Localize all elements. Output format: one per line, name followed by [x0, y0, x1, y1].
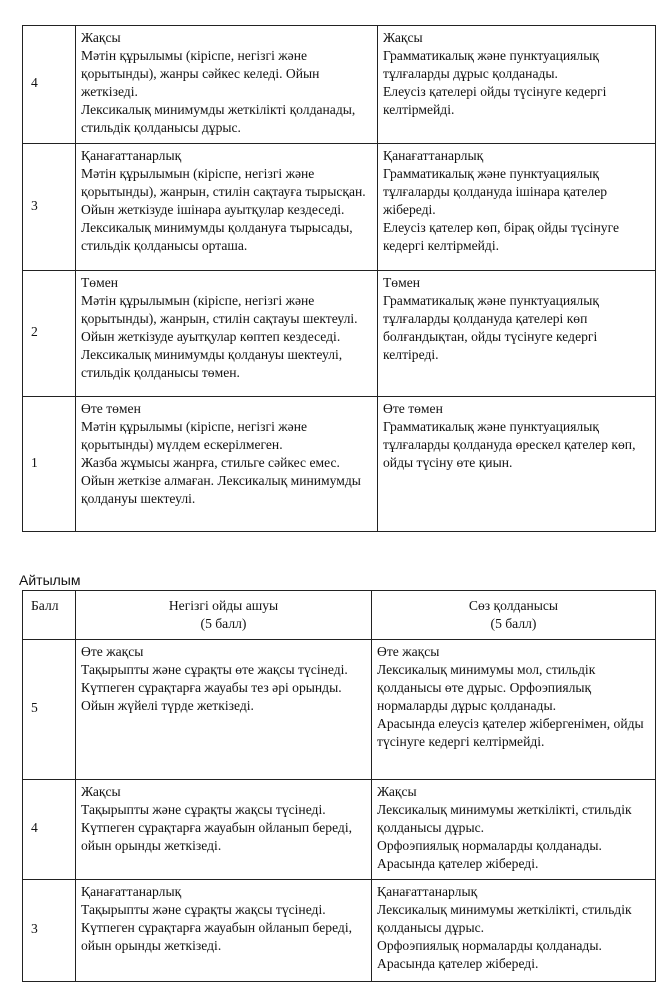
word-usage-cell	[372, 880, 656, 982]
speaking-criteria-table	[22, 590, 656, 982]
table-row	[23, 271, 656, 397]
criteria-text: Грамматикалық және пунктуациялық тұлғаларды қолдануда өрескел қателер көп, ойды түсіну өте қиын.	[383, 419, 636, 470]
level-title: Қанағаттанарлық	[383, 148, 484, 163]
main-idea-cell	[76, 780, 372, 880]
table-header-row	[23, 591, 656, 640]
score-cell: 1	[23, 397, 76, 532]
column-header-label: Сөз қолданысы	[468, 598, 559, 613]
level-title: Төмен	[81, 275, 119, 290]
table-row	[23, 880, 656, 982]
table-row	[23, 26, 656, 144]
table-row	[23, 780, 656, 880]
score-cell: 3	[23, 144, 76, 271]
criteria-text: Лексикалық минимумы жеткілікті, стильдік қолданысы дұрыс.	[377, 802, 632, 835]
structure-criteria-cell	[76, 26, 378, 144]
column-header-points: (5 балл)	[490, 616, 537, 631]
score-column-header: Балл	[23, 591, 76, 640]
level-title: Жақсы	[383, 30, 423, 45]
score-cell: 2	[23, 271, 76, 397]
criteria-text: Елеусіз қателер көп, бірақ ойды түсінуге кедергі келтірмейді.	[383, 220, 619, 253]
level-title: Жақсы	[377, 784, 417, 799]
column-header-label: Негізгі ойды ашуы	[168, 598, 279, 613]
score-cell: 3	[23, 880, 76, 982]
criteria-text: Мәтін құрылымын (кіріспе, негізгі және қорытынды), жанрын, стилін сақтауға тырысқан. Ойын жеткізуде ішінара ауытқулар кездеседі.	[81, 166, 366, 217]
score-cell: 4	[23, 780, 76, 880]
level-title: Өте төмен	[81, 401, 141, 416]
main-idea-cell	[76, 640, 372, 780]
grammar-criteria-cell	[378, 26, 656, 144]
level-title: Өте жақсы	[81, 644, 144, 659]
criteria-text: Лексикалық минимумды жеткілікті қолданады, стильдік қолданысы дұрыс.	[81, 102, 356, 135]
level-title: Қанағаттанарлық	[377, 884, 478, 899]
criteria-text: Елеусіз қателері ойды түсінуге кедергі келтірмейді.	[383, 84, 607, 117]
criteria-text: Ойын жеткізе алмаған. Лексикалық минимумды қолдануы шектеулі.	[81, 473, 361, 506]
criteria-text: Мәтін құрылымы (кіріспе, негізгі және қорытынды) мүлдем ескерілмеген.	[81, 419, 308, 452]
criteria-text: Тақырыпты және сұрақты жақсы түсінеді. Күтпеген сұрақтарға жауабын ойланып береді, ойын орынды жеткізеді.	[81, 802, 353, 853]
criteria-text: Лексикалық минимумы жеткілікті, стильдік қолданысы дұрыс.	[377, 902, 632, 935]
level-title: Жақсы	[81, 30, 121, 45]
structure-criteria-cell	[76, 144, 378, 271]
criteria-text: Лексикалық минимумды қолдануы шектеулі, стильдік қолданысы төмен.	[81, 347, 343, 380]
criteria-text: Орфоэпиялық нормаларды қолданады.	[377, 838, 602, 853]
level-title: Өте жақсы	[377, 644, 440, 659]
grammar-criteria-cell	[378, 144, 656, 271]
criteria-text: Орфоэпиялық нормаларды қолданады.	[377, 938, 602, 953]
writing-criteria-table	[22, 25, 656, 532]
word-usage-column-header	[372, 591, 656, 640]
criteria-text: Мәтін құрылымы (кіріспе, негізгі және қорытынды), жанры сәйкес келеді. Ойын жеткізеді.	[81, 48, 320, 99]
criteria-text: Жазба жұмысы жанрға, стильге сәйкес емес.	[81, 455, 340, 470]
score-cell: 5	[23, 640, 76, 780]
criteria-text: Тақырыпты және сұрақты өте жақсы түсінеді. Күтпеген сұрақтарға жауабы тез әрі орынды. Ойын жүйелі түрде жеткізеді.	[81, 662, 348, 713]
criteria-text: Мәтін құрылымын (кіріспе, негізгі және қорытынды), жанрын, стилін сақтауы шектеулі. Ойын жеткізуде ауытқулар көптеп кездеседі.	[81, 293, 358, 344]
grammar-criteria-cell	[378, 271, 656, 397]
score-cell: 4	[23, 26, 76, 144]
main-idea-column-header	[76, 591, 372, 640]
level-title: Өте төмен	[383, 401, 443, 416]
criteria-text: Арасында қателер жібереді.	[377, 856, 539, 871]
criteria-text: Грамматикалық және пунктуациялық тұлғаларды қолдануда ішінара қателер жібереді.	[383, 166, 608, 217]
column-header-points: (5 балл)	[200, 616, 247, 631]
table-row	[23, 144, 656, 271]
criteria-text: Арасында қателер жібереді.	[377, 956, 539, 971]
table-row	[23, 640, 656, 780]
criteria-text: Арасында елеусіз қателер жібергенімен, ойды түсінуге кедергі келтірмейді.	[377, 716, 644, 749]
level-title: Қанағаттанарлық	[81, 884, 182, 899]
criteria-text: Грамматикалық және пунктуациялық тұлғаларды қолдануда қателері көп болғандықтан, ойды түсінуге кедергі келтіреді.	[383, 293, 599, 362]
level-title: Төмен	[383, 275, 421, 290]
section-title: Айтылым	[19, 572, 81, 588]
criteria-text: Тақырыпты және сұрақты жақсы түсінеді. Күтпеген сұрақтарға жауабын ойланып береді, ойын орынды жеткізеді.	[81, 902, 353, 953]
word-usage-cell	[372, 780, 656, 880]
criteria-text: Лексикалық минимумы мол, стильдік қолданысы өте дұрыс. Орфоэпиялық нормаларды дұрыс қолданады.	[377, 662, 596, 713]
criteria-text: Лексикалық минимумды қолдануға тырысады, стильдік қолданысы орташа.	[81, 220, 353, 253]
level-title: Қанағаттанарлық	[81, 148, 182, 163]
structure-criteria-cell	[76, 397, 378, 532]
criteria-text: Грамматикалық және пунктуациялық тұлғаларды дұрыс қолданады.	[383, 48, 599, 81]
table-row	[23, 397, 656, 532]
grammar-criteria-cell	[378, 397, 656, 532]
word-usage-cell	[372, 640, 656, 780]
main-idea-cell	[76, 880, 372, 982]
structure-criteria-cell	[76, 271, 378, 397]
level-title: Жақсы	[81, 784, 121, 799]
